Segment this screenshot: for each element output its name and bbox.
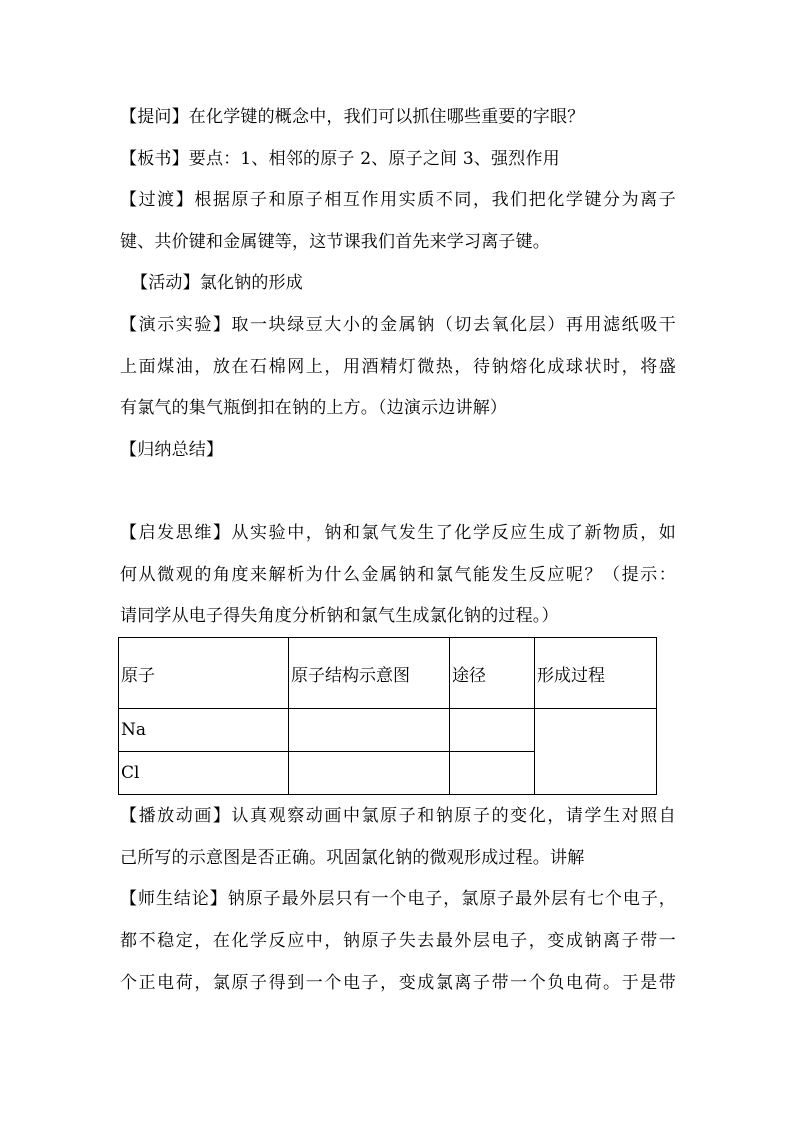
table-cell-process-merged [535, 709, 657, 795]
summary-heading: 【归纳总结】 [120, 440, 224, 460]
demo-experiment-line-2: 上面煤油，放在石棉网上，用酒精灯微热，待钠熔化成球状时，将盛 [120, 357, 676, 377]
transition-line-2: 键、共价键和金属键等，这节课我们首先来学习离子键。 [120, 232, 550, 252]
table-row [119, 709, 657, 752]
inspire-thinking-line-2: 何从微观的角度来解析为什么金属钠和氯气能发生反应呢？（提示： [120, 565, 676, 585]
table-header-path: 途径 [450, 638, 535, 709]
inspire-thinking-line-3: 请同学从电子得失角度分析钠和氯气生成氯化钠的过程。） [120, 606, 559, 626]
table-cell-path [450, 752, 535, 795]
board-notes-paragraph: 【板书】要点：1、相邻的原子 2、原子之间 3、强烈作用 [120, 149, 560, 169]
animation-line-1: 【播放动画】认真观察动画中氯原子和钠原子的变化，请学生对照自 [120, 806, 676, 826]
table-cell-path [450, 709, 535, 752]
table-header-atom: 原子 [119, 638, 289, 709]
atom-structure-table [118, 637, 657, 795]
activity-heading: 【活动】氯化钠的形成 [131, 273, 303, 293]
conclusion-line-2: 都不稳定，在化学反应中，钠原子失去最外层电子，变成钠离子带一 [120, 931, 676, 951]
demo-experiment-line-3: 有氯气的集气瓶倒扣在钠的上方。（边演示边讲解） [120, 398, 508, 418]
inspire-thinking-line-1: 【启发思维】从实验中，钠和氯气发生了化学反应生成了新物质，如 [120, 523, 676, 543]
table-header-process: 形成过程 [535, 638, 657, 709]
conclusion-line-1: 【师生结论】钠原子最外层只有一个电子，氯原子最外层有七个电子， [120, 889, 676, 909]
table-header-diagram: 原子结构示意图 [289, 638, 450, 709]
conclusion-line-3: 个正电荷，氯原子得到一个电子，变成氯离子带一个负电荷。于是带 [120, 973, 676, 993]
question-paragraph: 【提问】在化学键的概念中，我们可以抓住哪些重要的字眼？ [120, 107, 585, 127]
transition-line-1: 【过渡】根据原子和原子相互作用实质不同，我们把化学键分为离子 [120, 190, 676, 210]
table-cell-diagram [289, 752, 450, 795]
table-header-row [119, 638, 657, 709]
table-cell-atom: Cl [119, 752, 289, 795]
animation-line-2: 己所写的示意图是否正确。巩固氯化钠的微观形成过程。讲解 [120, 848, 585, 868]
demo-experiment-line-1: 【演示实验】取一块绿豆大小的金属钠（切去氧化层）再用滤纸吸干 [120, 315, 676, 335]
table-cell-diagram [289, 709, 450, 752]
table-cell-atom: Na [119, 709, 289, 752]
